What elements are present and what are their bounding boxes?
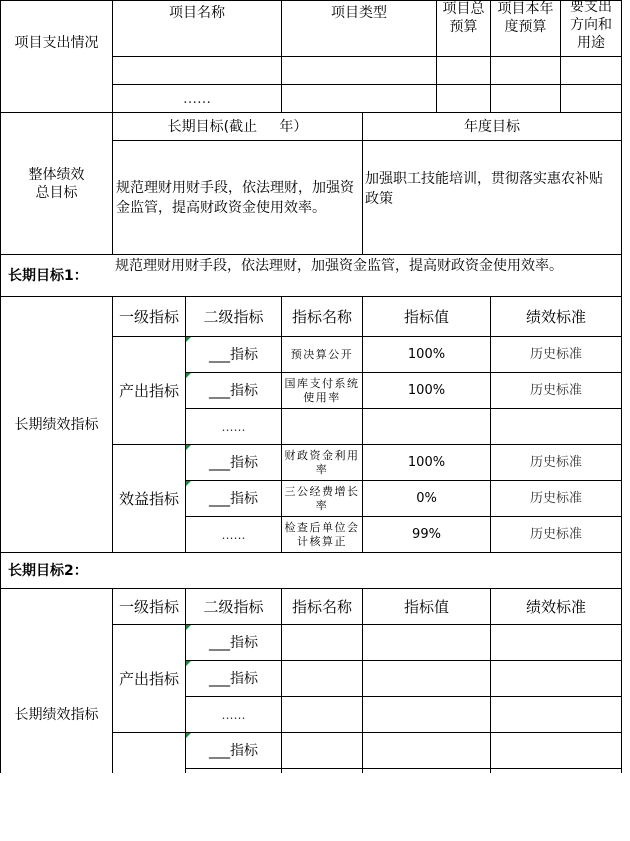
level2-cell: …… (221, 419, 246, 434)
level2-cell: …… (221, 707, 246, 722)
level2-cell: ___指标 (209, 382, 258, 399)
indicator-value-cell: 100% (407, 454, 446, 470)
level2-cell: ___指标 (209, 742, 258, 759)
level2-cell: ___指标 (209, 670, 258, 687)
col-header-level2: 二级指标 (203, 597, 264, 616)
group-output-indicator: 产出指标 (118, 381, 179, 400)
annual-budget-header: 项目本年 度预算 (497, 1, 554, 35)
long-term-goal-1-label: 长期目标1： (8, 267, 88, 284)
level2-cell: ___指标 (209, 490, 258, 507)
indicator-name-cell: 财政资金利用率 (284, 448, 360, 476)
indicator-name-cell: 国库支付系统使用率 (284, 376, 360, 404)
performance-standard-cell: 历史标准 (529, 526, 582, 542)
performance-standard-cell: 历史标准 (529, 490, 582, 506)
annual-goal-text: 加强职工技能培训，贯彻落实惠农补贴政策 (365, 170, 603, 207)
direction-header: 要支出 方向和 用途 (570, 0, 612, 51)
overall-goal-label: 整体绩效 总目标 (28, 166, 85, 201)
col-header-indicator-value: 指标值 (403, 597, 449, 616)
col-header-indicator-name: 指标名称 (291, 307, 352, 326)
long-term-goal-2-label: 长期目标2： (8, 562, 88, 579)
indicator-value-cell: 100% (407, 382, 446, 398)
indicator-name-cell: 三公经费增长率 (284, 484, 360, 512)
performance-standard-cell: 历史标准 (529, 382, 582, 398)
group-output-indicator: 产出指标 (118, 669, 179, 688)
level2-cell: …… (221, 527, 246, 542)
indicator-name-cell: 检查后单位会计核算正 (284, 520, 360, 548)
long-term-goal-header: 长期目标(截止 年） (167, 118, 308, 135)
col-header-level2: 二级指标 (203, 307, 264, 326)
grid-line (112, 56, 622, 57)
project-expenditure-label: 项目支出情况 (14, 34, 99, 51)
level2-cell: ___指标 (209, 346, 258, 363)
project-ellipsis: …… (183, 90, 211, 107)
performance-standard-cell: 历史标准 (529, 454, 582, 470)
project-type-header: 项目类型 (331, 5, 387, 21)
long-term-indicator-label: 长期绩效指标 (14, 416, 99, 433)
total-budget-header: 项目总 预算 (442, 1, 485, 35)
annual-goal-header: 年度目标 (464, 118, 520, 135)
long-term-indicator-label: 长期绩效指标 (14, 707, 99, 723)
col-header-level1: 一级指标 (118, 597, 179, 616)
performance-standard-cell: 历史标准 (529, 346, 582, 362)
indicator-value-cell: 99% (412, 526, 441, 542)
long-term-goal-text: 规范理财用财手段，依法理财，加强资金监管，提高财政资金使用效率。 (116, 179, 354, 216)
col-header-performance-standard: 绩效标准 (525, 307, 586, 326)
col-header-level1: 一级指标 (118, 307, 179, 326)
group-benefit-indicator: 效益指标 (118, 489, 179, 508)
col-header-indicator-value: 指标值 (403, 307, 449, 326)
indicator-value-cell: 100% (407, 346, 446, 362)
indicator-value-cell: 0% (416, 490, 437, 506)
level2-cell: ___指标 (209, 634, 258, 651)
grid-line (621, 0, 622, 773)
col-header-performance-standard: 绩效标准 (525, 597, 586, 616)
project-name-header: 项目名称 (169, 5, 225, 21)
long-term-goal-1-text: 规范理财用财手段，依法理财，加强资金监管，提高财政资金使用效率。 (115, 258, 563, 274)
level2-cell: ___指标 (209, 454, 258, 471)
col-header-indicator-name: 指标名称 (291, 597, 352, 616)
indicator-name-cell: 预决算公开 (290, 347, 354, 361)
grid-line (185, 768, 622, 769)
